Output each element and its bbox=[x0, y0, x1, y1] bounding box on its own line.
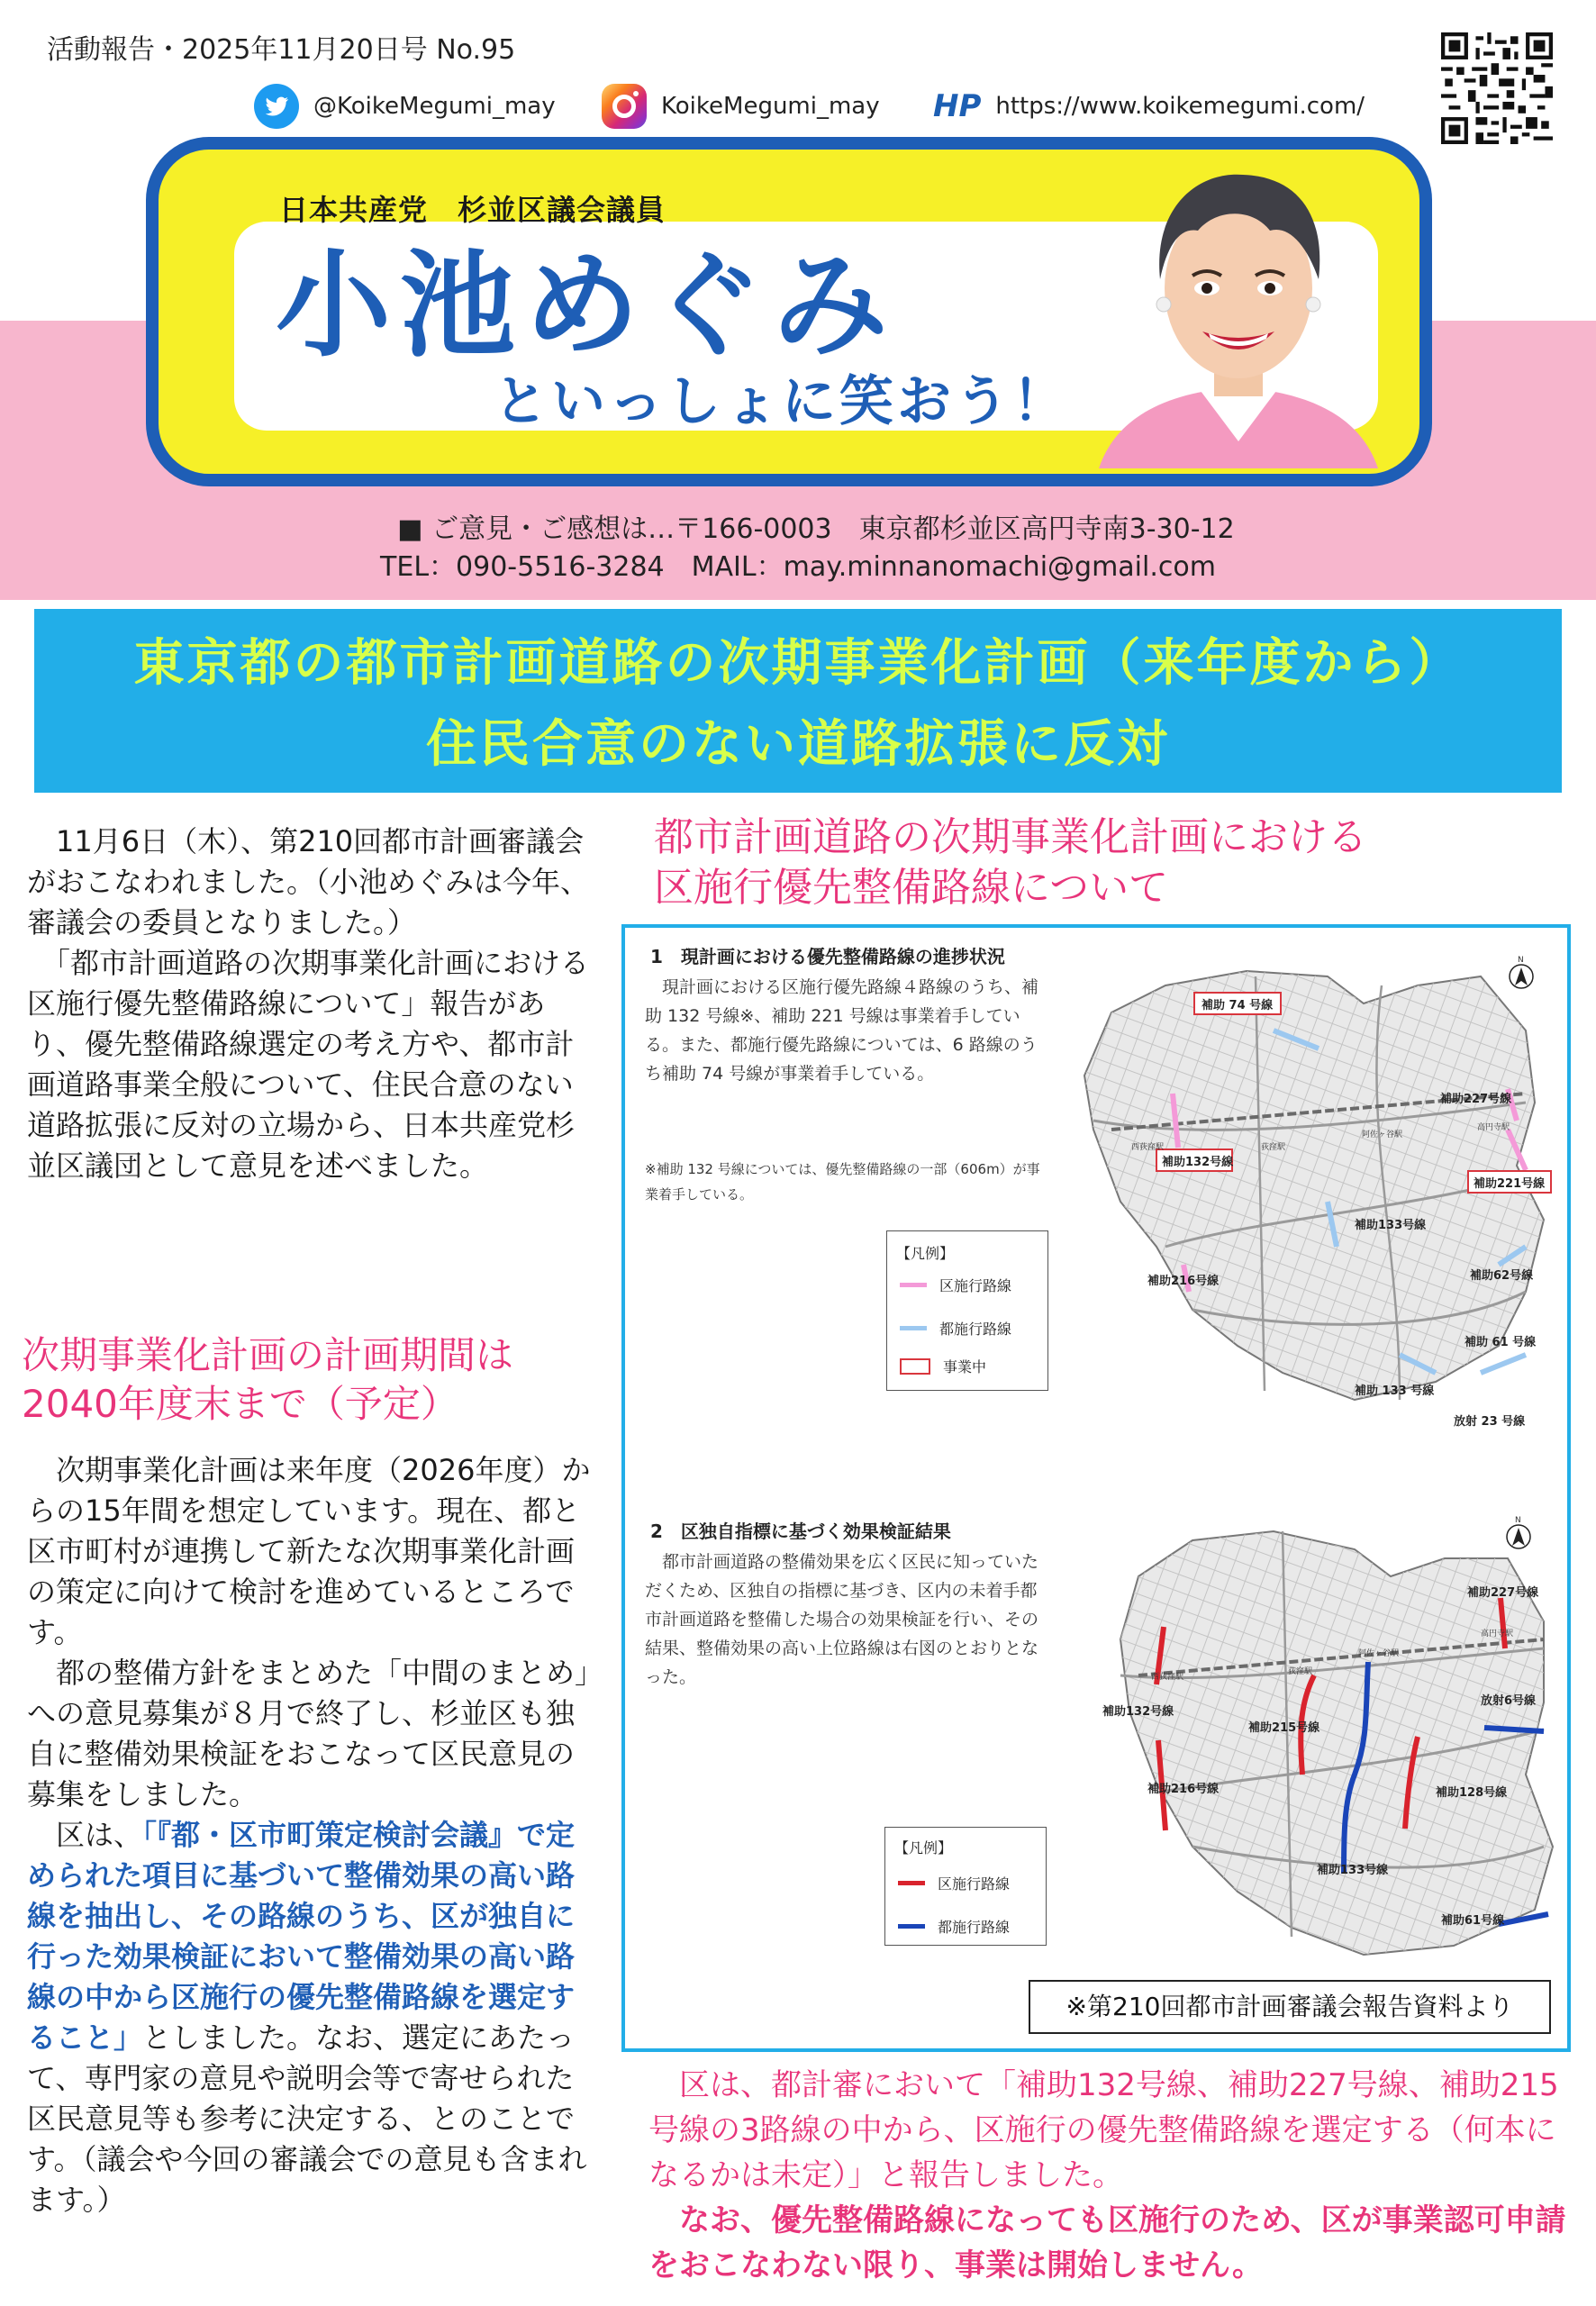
map-2 bbox=[1057, 1504, 1562, 1973]
map2-label-227: 補助227号線 bbox=[1467, 1586, 1539, 1600]
qr-code-icon[interactable] bbox=[1441, 32, 1553, 144]
legend-1-active-row bbox=[900, 1356, 986, 1376]
subheading-plan-period: 次期事業化計画の計画期間は2040年度末まで（予定） bbox=[22, 1333, 514, 1426]
map1-label-133: 補助133号線 bbox=[1355, 1219, 1427, 1232]
legend-metro-swatch bbox=[900, 1326, 927, 1330]
svg-text:N: N bbox=[1518, 956, 1524, 965]
homepage-url: https://www.koikemegumi.com/ bbox=[995, 93, 1365, 120]
party-affiliation: 日本共産党 杉並区議会議員 bbox=[279, 193, 667, 227]
legend-2-metro-label: 都施行路線 bbox=[938, 1919, 1011, 1936]
paragraph-plan: 次期事業化計画は来年度（2026年度）からの15年間を想定しています。現在、都と区市町村が連携して新たな次期事業化計画の策定に向けて検討を進めているところです。 bbox=[27, 1453, 591, 1649]
contact-address: ■ ご意見・ご感想は…〒166-0003 東京都杉並区高円寺南3-30-12 bbox=[397, 513, 1235, 545]
map1-label-132: 補助132号線 bbox=[1162, 1156, 1234, 1169]
bottom-summary-note: なお、優先整備路線になっても区施行のため、区が事業認可申請をおこなわない限り、事業は開始しません。 bbox=[648, 2202, 1566, 2283]
legend2-ward-swatch bbox=[898, 1881, 925, 1885]
headline-line2: 住民合意のない道路拡張に反対 bbox=[426, 715, 1170, 774]
selection-lead: 区は、 bbox=[27, 1818, 143, 1852]
svg-text:N: N bbox=[1515, 1516, 1521, 1525]
contact-tel-mail: TEL：090-5516-3284 MAIL：may.minnanomachi@gmail.com bbox=[380, 551, 1216, 583]
selection-emphasis: 「『都・区市町策定検討会議』で定められた項目に基づいて整備効果の高い路線を抽出し、その路線のうち、区が独自に行った効果検証において整備効果の高い路線の中から区施行の優先整備路線を選定すること」 bbox=[27, 1818, 576, 2055]
legend-2-ward-row bbox=[898, 1873, 1010, 1893]
legend-1-ward-row bbox=[900, 1275, 1011, 1295]
map2-label-128: 補助128号線 bbox=[1436, 1786, 1508, 1800]
headline-banner bbox=[34, 609, 1562, 793]
map2-label-215: 補助215号線 bbox=[1248, 1721, 1320, 1735]
legend-1-active-label: 事業中 bbox=[943, 1358, 987, 1375]
map1-station-nishiogikubo: 西荻窪駅 bbox=[1131, 1143, 1165, 1152]
legend2-metro-swatch bbox=[898, 1924, 925, 1929]
legend-2-title: 【凡例】 bbox=[894, 1839, 953, 1857]
map2-label-216: 補助216号線 bbox=[1147, 1783, 1220, 1796]
map-1 bbox=[1057, 949, 1562, 1436]
twitter-link[interactable] bbox=[254, 83, 556, 130]
headline-line1: 東京都の都市計画道路の次期事業化計画（来年度から） bbox=[133, 634, 1463, 693]
section1-text: 現計画における区施行優先路線４路線のうち、補助 132 号線※、補助 221 号線は事業着手している。また、都施行優先路線については、6 路線のうち補助 74 号線が事業着手している。 bbox=[645, 977, 1039, 1084]
legend-2-metro-row bbox=[898, 1916, 1010, 1937]
legend-2-ward-label: 区施行路線 bbox=[938, 1875, 1011, 1893]
slogan: といっしょに笑おう！ bbox=[494, 370, 1070, 433]
map2-label-61: 補助61号線 bbox=[1441, 1914, 1505, 1928]
source-note: ※第210回都市計画審議会報告資料より bbox=[1029, 1980, 1551, 2034]
map1-label-61: 補助 61 号線 bbox=[1465, 1336, 1537, 1349]
legend-active-swatch bbox=[900, 1358, 930, 1375]
paragraph-report: 「都市計画道路の次期事業化計画における区施行優先整備路線について」報告があり、優先整備路線選定の考え方や、都市計画道路事業全般について、住民合意のない道路拡張に反対の立場から、日本共産党杉並区議団として意見を述べました。 bbox=[27, 946, 590, 1183]
homepage-icon: HP bbox=[933, 88, 982, 124]
map1-station-ogikubo: 荻窪駅 bbox=[1261, 1143, 1286, 1152]
map2-station-asagaya: 阿佐ヶ谷駅 bbox=[1358, 1649, 1400, 1658]
map2-label-hoshya6: 放射6号線 bbox=[1481, 1694, 1537, 1708]
right-title-line2: 区施行優先整備路線について bbox=[654, 865, 1169, 911]
instagram-link[interactable] bbox=[602, 83, 880, 130]
section2-title: 2 区独自指標に基づく効果検証結果 bbox=[650, 1521, 951, 1542]
section1-note: ※補助 132 号線については、優先整備路線の一部（606m）が事業着手している。 bbox=[645, 1161, 1040, 1203]
selection-rest: としました。なお、選定にあたって、専門家の意見や説明会等で寄せられた区民意見等も参考に決定する、とのことです。（議会や今回の審議会での意見も含まれます。） bbox=[27, 2020, 587, 2217]
map1-station-koenji: 高円寺駅 bbox=[1477, 1123, 1510, 1132]
map1-label-133b: 補助 133 号線 bbox=[1355, 1385, 1435, 1398]
map2-label-133: 補助133号線 bbox=[1317, 1864, 1389, 1877]
map1-station-asagaya: 阿佐ヶ谷駅 bbox=[1362, 1130, 1403, 1139]
portrait-photo bbox=[1063, 144, 1414, 468]
map1-label-227: 補助227号線 bbox=[1440, 1093, 1512, 1106]
right-title bbox=[654, 813, 1367, 913]
map1-label-23: 放射 23 号線 bbox=[1454, 1415, 1526, 1429]
instagram-icon bbox=[602, 84, 647, 129]
issue-number: 活動報告・2025年11月20日号 No.95 bbox=[47, 34, 516, 66]
left-column-lower bbox=[27, 1450, 594, 2220]
map1-label-62: 補助62号線 bbox=[1470, 1269, 1534, 1283]
legend-1 bbox=[886, 1230, 1048, 1391]
section2-text: 都市計画道路の整備効果を広く区民に知っていただくため、区独自の指標に基づき、区内の未着手都市計画道路を整備した場合の効果検証を行い、その結果、整備効果の高い上位路線は右図のとおりとなった。 bbox=[645, 1552, 1039, 1687]
map2-label-132: 補助132号線 bbox=[1102, 1705, 1174, 1719]
map-figure-box bbox=[621, 924, 1571, 2052]
candidate-name: 小池めぐみ bbox=[276, 239, 898, 373]
twitter-handle: @KoikeMegumi_may bbox=[313, 93, 556, 120]
legend-ward-swatch bbox=[900, 1283, 927, 1287]
legend-1-metro-row bbox=[900, 1318, 1011, 1339]
map2-station-koenji: 高円寺駅 bbox=[1481, 1630, 1514, 1639]
map2-station-ogikubo: 荻窪駅 bbox=[1288, 1667, 1313, 1676]
map1-label-221: 補助221号線 bbox=[1474, 1177, 1546, 1191]
instagram-handle: KoikeMegumi_may bbox=[661, 93, 880, 120]
legend-1-metro-label: 都施行路線 bbox=[939, 1321, 1012, 1338]
bottom-summary-report: 区は、都計審において「補助132号線、補助227号線、補助215号線の3路線の中から、区施行の優先整備路線を選定する（何本になるかは未定）」と報告しました。 bbox=[648, 2067, 1559, 2193]
section1-title: 1 現計画における優先整備路線の進捗状況 bbox=[650, 946, 1005, 967]
right-title-line1: 都市計画道路の次期事業化計画における bbox=[654, 814, 1367, 860]
legend-1-ward-label: 区施行路線 bbox=[939, 1277, 1012, 1294]
paragraph-selection bbox=[27, 1815, 594, 2220]
left-column bbox=[27, 822, 594, 1186]
header-banner bbox=[146, 137, 1432, 486]
bottom-summary bbox=[648, 2063, 1576, 2288]
map2-station-nishiogikubo: 西荻窪駅 bbox=[1151, 1673, 1184, 1682]
twitter-icon bbox=[254, 84, 299, 129]
map1-label-216: 補助216号線 bbox=[1147, 1275, 1220, 1288]
paragraph-intro: 11月6日（木）、第210回都市計画審議会がおこなわれました。（小池めぐみは今年、審議会の委員となりました。） bbox=[27, 824, 590, 940]
map1-label-74: 補助 74 号線 bbox=[1202, 999, 1274, 1012]
homepage-link[interactable] bbox=[933, 83, 1365, 130]
paragraph-opinion: 都の整備方針をまとめた「中間のまとめ」への意見募集が８月で終了し、杉並区も独自に整備効果検証をおこなって区民意見の募集をしました。 bbox=[27, 1656, 590, 1811]
legend-2 bbox=[884, 1827, 1047, 1946]
legend-1-title: 【凡例】 bbox=[896, 1245, 955, 1262]
